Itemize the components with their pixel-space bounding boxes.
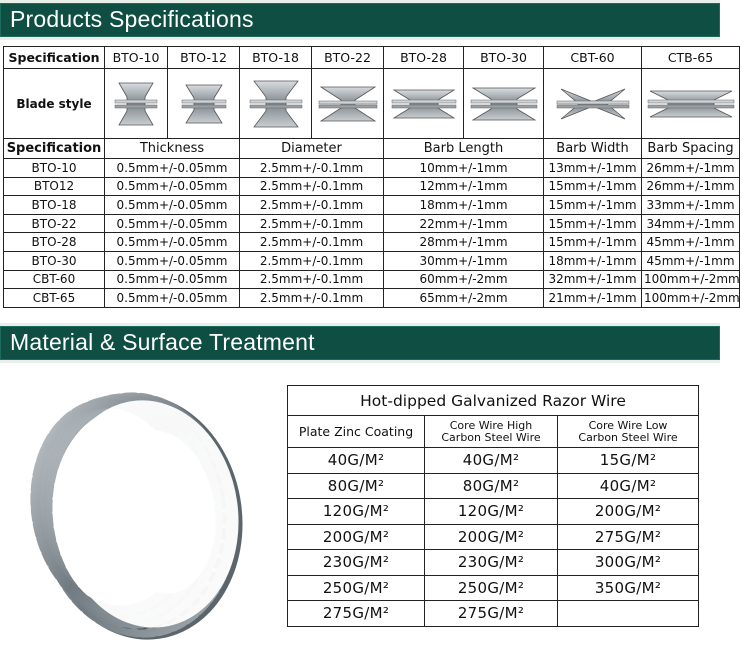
high-carbon-coating-cell: 80G/M² bbox=[425, 473, 558, 499]
high-carbon-coating-cell: 250G/M² bbox=[425, 575, 558, 601]
spec-cell: BTO-10 bbox=[4, 159, 105, 178]
barb-spacing-cell: 100mm+/-2mm bbox=[642, 270, 740, 289]
plate-zinc-coating-cell: 230G/M² bbox=[288, 550, 425, 576]
spec-cell: BTO-18 bbox=[4, 196, 105, 215]
table-row bbox=[4, 233, 740, 252]
table-row bbox=[288, 473, 699, 499]
blade-image-bto28 bbox=[384, 69, 464, 139]
spec-cell: BTO12 bbox=[4, 177, 105, 196]
model-label: BTO-30 bbox=[464, 47, 544, 69]
model-label: CTB-65 bbox=[642, 47, 740, 69]
spec-cell: BTO-28 bbox=[4, 233, 105, 252]
blade-image-bto22 bbox=[312, 69, 384, 139]
table-row bbox=[4, 159, 740, 178]
model-header-row bbox=[4, 47, 740, 69]
thickness-cell: 0.5mm+/-0.05mm bbox=[105, 289, 240, 308]
barb-length-cell: 22mm+/-1mm bbox=[384, 214, 544, 233]
section-title: Material & Surface Treatment bbox=[10, 329, 315, 355]
blade-image-cbt60 bbox=[544, 69, 642, 139]
spec-cell: BTO-30 bbox=[4, 251, 105, 270]
plate-zinc-coating-cell: 80G/M² bbox=[288, 473, 425, 499]
barb-spacing-cell: 100mm+/-2mm bbox=[642, 289, 740, 308]
plate-zinc-coating-cell: 275G/M² bbox=[288, 601, 425, 627]
low-carbon-coating-cell: 15G/M² bbox=[558, 448, 699, 474]
model-label: BTO-10 bbox=[105, 47, 168, 69]
low-carbon-coating-cell: 350G/M² bbox=[558, 575, 699, 601]
barb-length-cell: 30mm+/-1mm bbox=[384, 251, 544, 270]
table-row bbox=[4, 177, 740, 196]
barb-length-cell: 12mm+/-1mm bbox=[384, 177, 544, 196]
diameter-cell: 2.5mm+/-0.1mm bbox=[240, 270, 384, 289]
blade-image-bto12 bbox=[168, 69, 240, 139]
section-banner-specifications bbox=[0, 0, 720, 40]
barb-width-cell: 18mm+/-1mm bbox=[544, 251, 642, 270]
spec-cell: BTO-22 bbox=[4, 214, 105, 233]
blade-style-label: Blade style bbox=[4, 69, 105, 139]
column-header-line: Carbon Steel Wire bbox=[441, 430, 541, 444]
barb-spacing-cell: 45mm+/-1mm bbox=[642, 251, 740, 270]
barb-width-cell: 32mm+/-1mm bbox=[544, 270, 642, 289]
diameter-cell: 2.5mm+/-0.1mm bbox=[240, 159, 384, 178]
diameter-cell: 2.5mm+/-0.1mm bbox=[240, 289, 384, 308]
barb-length-cell: 10mm+/-1mm bbox=[384, 159, 544, 178]
column-header-row bbox=[288, 416, 699, 448]
barb-width-cell: 15mm+/-1mm bbox=[544, 214, 642, 233]
column-header: Diameter bbox=[240, 139, 384, 159]
blade-image-bto18 bbox=[240, 69, 312, 139]
thickness-cell: 0.5mm+/-0.05mm bbox=[105, 251, 240, 270]
column-header: Thickness bbox=[105, 139, 240, 159]
low-carbon-coating-cell: 300G/M² bbox=[558, 550, 699, 576]
blade-style-row bbox=[4, 69, 740, 139]
table-row bbox=[288, 601, 699, 627]
barb-spacing-cell: 45mm+/-1mm bbox=[642, 233, 740, 252]
thickness-cell: 0.5mm+/-0.05mm bbox=[105, 233, 240, 252]
barb-length-cell: 60mm+/-2mm bbox=[384, 270, 544, 289]
table-row bbox=[288, 524, 699, 550]
barb-width-cell: 15mm+/-1mm bbox=[544, 233, 642, 252]
barb-width-cell: 15mm+/-1mm bbox=[544, 177, 642, 196]
high-carbon-coating-cell: 230G/M² bbox=[425, 550, 558, 576]
spec-cell: CBT-60 bbox=[4, 270, 105, 289]
high-carbon-coating-cell: 120G/M² bbox=[425, 499, 558, 525]
galvanized-razor-wire-table bbox=[287, 385, 699, 627]
model-label: BTO-22 bbox=[312, 47, 384, 69]
diameter-cell: 2.5mm+/-0.1mm bbox=[240, 251, 384, 270]
model-label: BTO-12 bbox=[168, 47, 240, 69]
column-header: Plate Zinc Coating bbox=[288, 416, 425, 448]
diameter-cell: 2.5mm+/-0.1mm bbox=[240, 233, 384, 252]
thickness-cell: 0.5mm+/-0.05mm bbox=[105, 196, 240, 215]
high-carbon-coating-cell: 200G/M² bbox=[425, 524, 558, 550]
column-header-line: Carbon Steel Wire bbox=[578, 430, 678, 444]
low-carbon-coating-cell: 40G/M² bbox=[558, 473, 699, 499]
thickness-cell: 0.5mm+/-0.05mm bbox=[105, 159, 240, 178]
low-carbon-coating-cell: 275G/M² bbox=[558, 524, 699, 550]
column-header bbox=[558, 416, 699, 448]
table-row bbox=[288, 575, 699, 601]
column-header-line: Core Wire High bbox=[449, 418, 533, 432]
section-title: Products Specifications bbox=[10, 6, 254, 32]
table-row bbox=[288, 550, 699, 576]
barb-length-cell: 28mm+/-1mm bbox=[384, 233, 544, 252]
table-title-row bbox=[288, 386, 699, 416]
barb-length-cell: 18mm+/-1mm bbox=[384, 196, 544, 215]
plate-zinc-coating-cell: 40G/M² bbox=[288, 448, 425, 474]
diameter-cell: 2.5mm+/-0.1mm bbox=[240, 177, 384, 196]
table-row bbox=[4, 196, 740, 215]
barb-width-cell: 21mm+/-1mm bbox=[544, 289, 642, 308]
table-row bbox=[288, 448, 699, 474]
spec-cell: CBT-65 bbox=[4, 289, 105, 308]
plate-zinc-coating-cell: 200G/M² bbox=[288, 524, 425, 550]
barb-width-cell: 15mm+/-1mm bbox=[544, 196, 642, 215]
table-row bbox=[288, 499, 699, 525]
header-label: Specification bbox=[4, 47, 105, 69]
specifications-table bbox=[3, 46, 740, 308]
low-carbon-coating-cell: 200G/M² bbox=[558, 499, 699, 525]
column-header: Barb Width bbox=[544, 139, 642, 159]
plate-zinc-coating-cell: 120G/M² bbox=[288, 499, 425, 525]
barb-spacing-cell: 33mm+/-1mm bbox=[642, 196, 740, 215]
column-header: Specification bbox=[4, 139, 105, 159]
table-row bbox=[4, 270, 740, 289]
thickness-cell: 0.5mm+/-0.05mm bbox=[105, 270, 240, 289]
diameter-cell: 2.5mm+/-0.1mm bbox=[240, 196, 384, 215]
thickness-cell: 0.5mm+/-0.05mm bbox=[105, 177, 240, 196]
column-header: Barb Spacing bbox=[642, 139, 740, 159]
table-title: Hot-dipped Galvanized Razor Wire bbox=[288, 386, 699, 416]
barb-width-cell: 13mm+/-1mm bbox=[544, 159, 642, 178]
high-carbon-coating-cell: 40G/M² bbox=[425, 448, 558, 474]
barb-length-cell: 65mm+/-2mm bbox=[384, 289, 544, 308]
model-label: BTO-18 bbox=[240, 47, 312, 69]
section-banner-material bbox=[0, 323, 720, 363]
blade-image-bto30 bbox=[464, 69, 544, 139]
thickness-cell: 0.5mm+/-0.05mm bbox=[105, 214, 240, 233]
diameter-cell: 2.5mm+/-0.1mm bbox=[240, 214, 384, 233]
plate-zinc-coating-cell: 250G/M² bbox=[288, 575, 425, 601]
table-row bbox=[4, 214, 740, 233]
razor-wire-coil-image bbox=[20, 382, 265, 647]
low-carbon-coating-cell bbox=[558, 601, 699, 627]
barb-spacing-cell: 26mm+/-1mm bbox=[642, 177, 740, 196]
table-row bbox=[4, 251, 740, 270]
barb-spacing-cell: 26mm+/-1mm bbox=[642, 159, 740, 178]
column-header-line: Core Wire Low bbox=[588, 418, 668, 432]
model-label: CBT-60 bbox=[544, 47, 642, 69]
column-header-row bbox=[4, 139, 740, 159]
blade-image-bto10 bbox=[105, 69, 168, 139]
barb-spacing-cell: 34mm+/-1mm bbox=[642, 214, 740, 233]
table-row bbox=[4, 289, 740, 308]
model-label: BTO-28 bbox=[384, 47, 464, 69]
high-carbon-coating-cell: 275G/M² bbox=[425, 601, 558, 627]
column-header: Barb Length bbox=[384, 139, 544, 159]
blade-image-ctb65 bbox=[642, 69, 740, 139]
column-header bbox=[425, 416, 558, 448]
